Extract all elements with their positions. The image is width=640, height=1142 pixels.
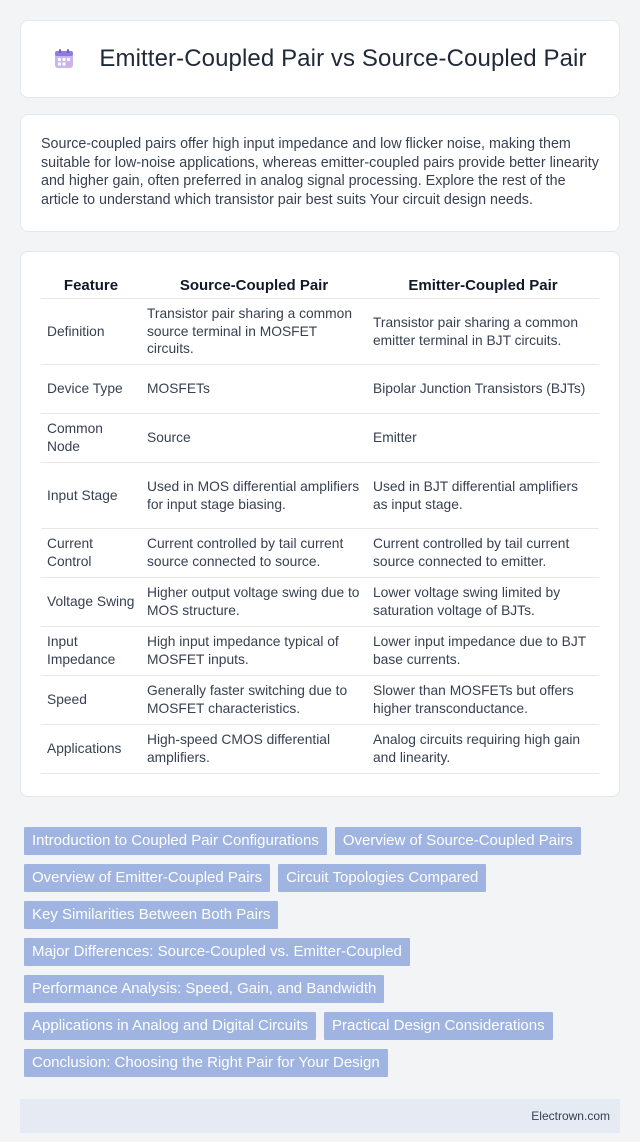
- table-header-row: [41, 272, 599, 299]
- cell-emitter-coupled: Emitter: [367, 414, 599, 463]
- cell-feature: Input Impedance: [41, 627, 141, 676]
- cell-feature: Speed: [41, 676, 141, 725]
- cell-feature: Device Type: [41, 365, 141, 414]
- cell-source-coupled: Used in MOS differential amplifiers for input stage biasing.: [141, 463, 367, 529]
- intro-text: Source-coupled pairs offer high input impedance and low flicker noise, making them suitable for low-noise applications, whereas emitter-coupled pairs provide better linearity and higher gain, often preferred in analog signal processing. Explore the rest of the article to understand which transistor pair best suits Your circuit design needs.: [41, 136, 599, 208]
- cell-feature: Applications: [41, 725, 141, 774]
- table-row: [41, 529, 599, 578]
- cell-source-coupled: Generally faster switching due to MOSFET characteristics.: [141, 676, 367, 725]
- topic-tag-link[interactable]: Introduction to Coupled Pair Configurations: [24, 827, 327, 855]
- table-row: [41, 627, 599, 676]
- cell-source-coupled: Source: [141, 414, 367, 463]
- cell-emitter-coupled: Bipolar Junction Transistors (BJTs): [367, 365, 599, 414]
- cell-emitter-coupled: Transistor pair sharing a common emitter terminal in BJT circuits.: [367, 299, 599, 365]
- cell-feature: Current Control: [41, 529, 141, 578]
- cell-emitter-coupled: Current controlled by tail current source connected to emitter.: [367, 529, 599, 578]
- table-row: [41, 676, 599, 725]
- topic-tag-link[interactable]: Performance Analysis: Speed, Gain, and Bandwidth: [24, 975, 384, 1003]
- cell-feature: Voltage Swing: [41, 578, 141, 627]
- topic-tag-link[interactable]: Circuit Topologies Compared: [278, 864, 486, 892]
- cell-source-coupled: Higher output voltage swing due to MOS structure.: [141, 578, 367, 627]
- footer: [20, 1099, 620, 1133]
- table-row: [41, 463, 599, 529]
- cell-emitter-coupled: Slower than MOSFETs but offers higher transconductance.: [367, 676, 599, 725]
- cell-emitter-coupled: Lower input impedance due to BJT base currents.: [367, 627, 599, 676]
- calendar-grid-icon: [53, 48, 75, 70]
- header-emitter-coupled: Emitter-Coupled Pair: [367, 272, 599, 299]
- topic-tags: [20, 827, 620, 1077]
- title-card: [20, 20, 620, 98]
- header-feature: Feature: [41, 272, 141, 299]
- header-source-coupled: Source-Coupled Pair: [141, 272, 367, 299]
- comparison-table-card: [20, 251, 620, 797]
- cell-source-coupled: Current controlled by tail current source connected to source.: [141, 529, 367, 578]
- table-row: [41, 578, 599, 627]
- topic-tag-link[interactable]: Conclusion: Choosing the Right Pair for Your Design: [24, 1049, 388, 1077]
- cell-emitter-coupled: Analog circuits requiring high gain and linearity.: [367, 725, 599, 774]
- topic-tag-link[interactable]: Practical Design Considerations: [324, 1012, 553, 1040]
- table-row: [41, 365, 599, 414]
- table-row: [41, 725, 599, 774]
- cell-source-coupled: Transistor pair sharing a common source terminal in MOSFET circuits.: [141, 299, 367, 365]
- cell-source-coupled: High input impedance typical of MOSFET inputs.: [141, 627, 367, 676]
- topic-tag-link[interactable]: Key Similarities Between Both Pairs: [24, 901, 278, 929]
- cell-feature: Common Node: [41, 414, 141, 463]
- topic-tag-link[interactable]: Overview of Emitter-Coupled Pairs: [24, 864, 270, 892]
- topic-tag-link[interactable]: Overview of Source-Coupled Pairs: [335, 827, 581, 855]
- comparison-table: [41, 272, 599, 774]
- topic-tag-link[interactable]: Applications in Analog and Digital Circuits: [24, 1012, 316, 1040]
- cell-emitter-coupled: Lower voltage swing limited by saturation voltage of BJTs.: [367, 578, 599, 627]
- topic-tag-link[interactable]: Major Differences: Source-Coupled vs. Emitter-Coupled: [24, 938, 410, 966]
- cell-source-coupled: High-speed CMOS differential amplifiers.: [141, 725, 367, 774]
- table-row: [41, 299, 599, 365]
- intro-card: [20, 114, 620, 232]
- footer-site: Electrown.com: [531, 1109, 610, 1123]
- cell-feature: Definition: [41, 299, 141, 365]
- page-title: Emitter-Coupled Pair vs Source-Coupled Pair: [99, 45, 587, 72]
- table-row: [41, 414, 599, 463]
- cell-feature: Input Stage: [41, 463, 141, 529]
- cell-emitter-coupled: Used in BJT differential amplifiers as input stage.: [367, 463, 599, 529]
- cell-source-coupled: MOSFETs: [141, 365, 367, 414]
